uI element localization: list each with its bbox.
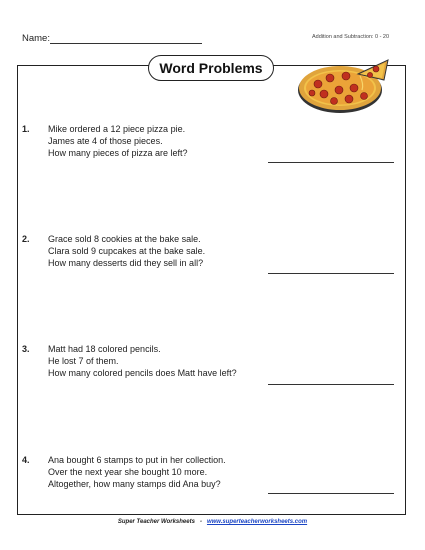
question-line: How many colored pencils does Matt have left?	[48, 368, 237, 378]
question-number: 4.	[22, 455, 30, 465]
question-text	[48, 454, 226, 490]
question-text	[48, 123, 188, 159]
pizza-icon	[294, 54, 392, 118]
page-title: Word Problems	[148, 55, 274, 81]
name-label: Name:	[22, 33, 50, 44]
question-line: Grace sold 8 cookies at the bake sale.	[48, 234, 201, 244]
answer-line-4[interactable]	[268, 493, 394, 494]
question-number: 1.	[22, 124, 30, 134]
answer-line-1[interactable]	[268, 162, 394, 163]
question-line: Altogether, how many stamps did Ana buy?	[48, 479, 221, 489]
question-line: Clara sold 9 cupcakes at the bake sale.	[48, 246, 206, 256]
question-text	[48, 233, 205, 269]
answer-line-2[interactable]	[268, 273, 394, 274]
question-number: 3.	[22, 344, 30, 354]
question-line: James ate 4 of those pieces.	[48, 136, 163, 146]
answer-line-3[interactable]	[268, 384, 394, 385]
question-line: How many desserts did they sell in all?	[48, 258, 204, 268]
footer-separator: -	[199, 519, 202, 525]
question-line: Mike ordered a 12 piece pizza pie.	[48, 124, 186, 134]
worksheet-subtitle: Addition and Subtraction: 0 - 20	[312, 34, 390, 40]
question-number: 2.	[22, 234, 30, 244]
question-line: Matt had 18 colored pencils.	[48, 344, 161, 354]
name-answer-line[interactable]	[50, 43, 202, 44]
question-text	[48, 343, 237, 379]
footer	[0, 519, 425, 525]
question-line: Over the next year she bought 10 more.	[48, 467, 208, 477]
question-line: He lost 7 of them.	[48, 356, 119, 366]
footer-url-link[interactable]: www.superteacherworksheets.com	[206, 519, 308, 525]
question-line: Ana bought 6 stamps to put in her collection.	[48, 455, 226, 465]
footer-brand: Super Teacher Worksheets	[117, 519, 195, 525]
question-line: How many pieces of pizza are left?	[48, 148, 188, 158]
